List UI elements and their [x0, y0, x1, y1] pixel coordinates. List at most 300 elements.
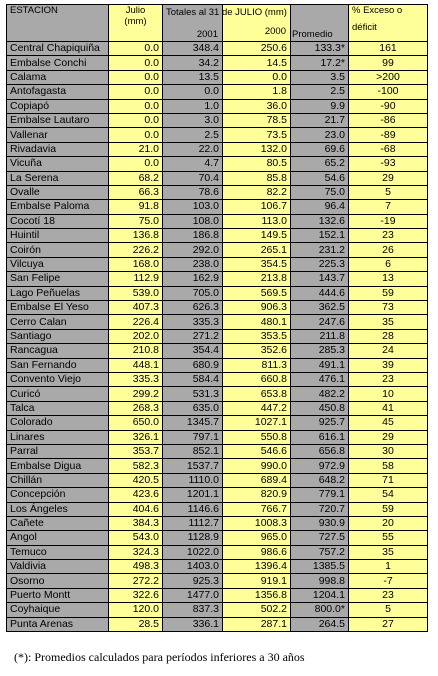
- julio-cell: 498.3: [109, 560, 163, 574]
- y2001-cell: 680.9: [163, 358, 223, 372]
- pct-cell: 99: [349, 56, 428, 70]
- precipitation-table: [6, 4, 428, 632]
- y2000-cell: 132.0: [223, 142, 291, 156]
- station-cell: Coyhaique: [7, 603, 109, 617]
- table-row: [7, 315, 428, 329]
- y2000-cell: 106.7: [223, 200, 291, 214]
- pct-header-line1: % Exceso o: [352, 5, 403, 16]
- y2001-cell: 3.0: [163, 113, 223, 127]
- y2000-cell: 986.6: [223, 545, 291, 559]
- y2001-cell: 186.8: [163, 229, 223, 243]
- promedio-cell: 1385.5: [291, 560, 349, 574]
- y2001-cell: 837.3: [163, 603, 223, 617]
- y2001-cell: 1345.7: [163, 416, 223, 430]
- y2000-cell: 766.7: [223, 502, 291, 516]
- promedio-cell: 17.2*: [291, 56, 349, 70]
- pct-cell: >200: [349, 70, 428, 84]
- promedio-cell: 998.8: [291, 574, 349, 588]
- pct-cell: 58: [349, 459, 428, 473]
- y2001-cell: 70.4: [163, 171, 223, 185]
- table-row: [7, 171, 428, 185]
- station-cell: Colorado: [7, 416, 109, 430]
- table-row: [7, 301, 428, 315]
- promedio-cell: 21.7: [291, 113, 349, 127]
- table-row: [7, 516, 428, 530]
- julio-cell: 112.9: [109, 272, 163, 286]
- y2000-cell: 250.6: [223, 42, 291, 56]
- table-row: [7, 430, 428, 444]
- table-row: [7, 257, 428, 271]
- promedio-cell: 152.1: [291, 229, 349, 243]
- promedio-cell: 972.9: [291, 459, 349, 473]
- promedio-cell: 65.2: [291, 157, 349, 171]
- station-cell: Osorno: [7, 574, 109, 588]
- promedio-cell: 648.2: [291, 473, 349, 487]
- table-row: [7, 85, 428, 99]
- y2001-cell: 1537.7: [163, 459, 223, 473]
- table-row: [7, 185, 428, 199]
- footnote: (*): Promedios calculados para períodos inferiores a 30 años: [14, 650, 305, 664]
- y2000-cell: 354.5: [223, 257, 291, 271]
- table-row: [7, 387, 428, 401]
- pct-cell: -100: [349, 85, 428, 99]
- y2001-cell: 34.2: [163, 56, 223, 70]
- table-row: [7, 358, 428, 372]
- y2000-cell: 1356.8: [223, 588, 291, 602]
- pct-cell: -7: [349, 574, 428, 588]
- station-cell: Embalse Digua: [7, 459, 109, 473]
- pct-cell: 30: [349, 444, 428, 458]
- y2001-cell: 1112.7: [163, 516, 223, 530]
- station-cell: Vicuña: [7, 157, 109, 171]
- julio-cell: 226.2: [109, 243, 163, 257]
- promedio-cell: 133.3*: [291, 42, 349, 56]
- table-row: [7, 473, 428, 487]
- promedio-header: [291, 5, 349, 42]
- station-cell: Embalse El Yeso: [7, 301, 109, 315]
- station-cell: La Serena: [7, 171, 109, 185]
- y2001-cell: 1403.0: [163, 560, 223, 574]
- y2000-cell: 820.9: [223, 488, 291, 502]
- station-cell: Cocotí 18: [7, 214, 109, 228]
- station-cell: Embalse Conchi: [7, 56, 109, 70]
- pct-cell: 20: [349, 516, 428, 530]
- pct-cell: 41: [349, 401, 428, 415]
- table-row: [7, 229, 428, 243]
- table-row: [7, 588, 428, 602]
- y2000-cell: 78.5: [223, 113, 291, 127]
- table-row: [7, 56, 428, 70]
- julio-cell: 75.0: [109, 214, 163, 228]
- pct-cell: 39: [349, 358, 428, 372]
- table-row: [7, 574, 428, 588]
- pct-cell: -90: [349, 99, 428, 113]
- pct-cell: 35: [349, 315, 428, 329]
- station-cell: Vallenar: [7, 128, 109, 142]
- y2000-cell: 1396.4: [223, 560, 291, 574]
- table-row: [7, 344, 428, 358]
- pct-cell: 71: [349, 473, 428, 487]
- promedio-cell: 720.7: [291, 502, 349, 516]
- table-row: [7, 401, 428, 415]
- julio-cell: 404.6: [109, 502, 163, 516]
- station-cell: Central Chapiquiña: [7, 42, 109, 56]
- promedio-cell: 779.1: [291, 488, 349, 502]
- promedio-cell: 925.7: [291, 416, 349, 430]
- julio-cell: 384.3: [109, 516, 163, 530]
- julio-cell: 28.5: [109, 617, 163, 631]
- julio-cell: 650.0: [109, 416, 163, 430]
- y2000-cell: 287.1: [223, 617, 291, 631]
- julio-cell: 268.3: [109, 401, 163, 415]
- pct-cell: 5: [349, 185, 428, 199]
- pct-cell: 45: [349, 416, 428, 430]
- table-row: [7, 142, 428, 156]
- y2000-cell: 149.5: [223, 229, 291, 243]
- julio-cell: 326.1: [109, 430, 163, 444]
- station-cell: Valdivia: [7, 560, 109, 574]
- y2000-cell: 990.0: [223, 459, 291, 473]
- julio-cell: 0.0: [109, 128, 163, 142]
- promedio-cell: 23.0: [291, 128, 349, 142]
- station-cell: Parral: [7, 444, 109, 458]
- julio-cell: 226.4: [109, 315, 163, 329]
- promedio-cell: 75.0: [291, 185, 349, 199]
- y2001-cell: 108.0: [163, 214, 223, 228]
- station-cell: Angol: [7, 531, 109, 545]
- y2000-cell: 352.6: [223, 344, 291, 358]
- promedio-cell: 132.6: [291, 214, 349, 228]
- y2001-cell: 162.9: [163, 272, 223, 286]
- station-cell: Punta Arenas: [7, 617, 109, 631]
- promedio-cell: 757.2: [291, 545, 349, 559]
- table-row: [7, 502, 428, 516]
- station-cell: Curicó: [7, 387, 109, 401]
- y2000-cell: 569.5: [223, 286, 291, 300]
- promedio-cell: 450.8: [291, 401, 349, 415]
- julio-cell: 539.0: [109, 286, 163, 300]
- station-cell: Embalse Paloma: [7, 200, 109, 214]
- y2000-cell: 965.0: [223, 531, 291, 545]
- station-cell: Ovalle: [7, 185, 109, 199]
- julio-cell: 66.3: [109, 185, 163, 199]
- julio-cell: 423.6: [109, 488, 163, 502]
- station-cell: Embalse Lautaro: [7, 113, 109, 127]
- promedio-cell: 3.5: [291, 70, 349, 84]
- table-body: [7, 42, 428, 632]
- promedio-cell: 362.5: [291, 301, 349, 315]
- station-cell: Cañete: [7, 516, 109, 530]
- pct-cell: 6: [349, 257, 428, 271]
- y2000-cell: 502.2: [223, 603, 291, 617]
- promedio-cell: 1204.1: [291, 588, 349, 602]
- station-cell: Antofagasta: [7, 85, 109, 99]
- y2000-cell: 1008.3: [223, 516, 291, 530]
- julio-header-line1: Julio: [125, 5, 146, 16]
- promedio-cell: 54.6: [291, 171, 349, 185]
- y2001-cell: 531.3: [163, 387, 223, 401]
- y2000-cell: 906.3: [223, 301, 291, 315]
- precipitation-table-container: [6, 4, 427, 632]
- pct-cell: 29: [349, 171, 428, 185]
- julio-cell: 324.3: [109, 545, 163, 559]
- pct-cell: -89: [349, 128, 428, 142]
- y2000-cell: 1.8: [223, 85, 291, 99]
- pct-cell: 35: [349, 545, 428, 559]
- station-header-label: ESTACION: [10, 5, 58, 16]
- table-row: [7, 113, 428, 127]
- year-2001-label: 2001: [196, 29, 218, 40]
- station-cell: Rancagua: [7, 344, 109, 358]
- promedio-cell: 616.1: [291, 430, 349, 444]
- y2000-cell: 1027.1: [223, 416, 291, 430]
- julio-cell: 21.0: [109, 142, 163, 156]
- y2001-cell: 705.0: [163, 286, 223, 300]
- promedio-cell: 9.9: [291, 99, 349, 113]
- y2001-cell: 78.6: [163, 185, 223, 199]
- pct-cell: 23: [349, 588, 428, 602]
- station-cell: Chillán: [7, 473, 109, 487]
- y2000-cell: 550.8: [223, 430, 291, 444]
- y2000-cell: 653.8: [223, 387, 291, 401]
- y2001-cell: 292.0: [163, 243, 223, 257]
- table-row: [7, 286, 428, 300]
- pct-cell: 29: [349, 430, 428, 444]
- promedio-cell: 482.2: [291, 387, 349, 401]
- y2001-cell: 238.0: [163, 257, 223, 271]
- station-cell: Cerro Calan: [7, 315, 109, 329]
- station-cell: Vilcuya: [7, 257, 109, 271]
- promedio-cell: 2.5: [291, 85, 349, 99]
- station-cell: Linares: [7, 430, 109, 444]
- totals-caption: Totales al 31 de JULIO (mm): [166, 7, 287, 18]
- station-cell: Convento Viejo: [7, 372, 109, 386]
- julio-cell: 335.3: [109, 372, 163, 386]
- julio-header-line2: (mm): [124, 16, 147, 27]
- y2000-cell: 80.5: [223, 157, 291, 171]
- y2000-cell: 82.2: [223, 185, 291, 199]
- pct-cell: -93: [349, 157, 428, 171]
- y2001-cell: 1110.0: [163, 473, 223, 487]
- julio-cell: 0.0: [109, 56, 163, 70]
- pct-cell: 13: [349, 272, 428, 286]
- table-row: [7, 200, 428, 214]
- y2001-cell: 1022.0: [163, 545, 223, 559]
- promedio-cell: 211.8: [291, 329, 349, 343]
- y2001-cell: 852.1: [163, 444, 223, 458]
- promedio-cell: 285.3: [291, 344, 349, 358]
- y2000-cell: 447.2: [223, 401, 291, 415]
- julio-cell: 407.3: [109, 301, 163, 315]
- pct-cell: 24: [349, 344, 428, 358]
- y2000-cell: 811.3: [223, 358, 291, 372]
- station-cell: Rivadavia: [7, 142, 109, 156]
- y2001-cell: 348.4: [163, 42, 223, 56]
- y2001-cell: 354.4: [163, 344, 223, 358]
- promedio-cell: 930.9: [291, 516, 349, 530]
- table-row: [7, 560, 428, 574]
- y2001-cell: 103.0: [163, 200, 223, 214]
- pct-cell: -19: [349, 214, 428, 228]
- y2000-cell: 113.0: [223, 214, 291, 228]
- y2000-cell: 689.4: [223, 473, 291, 487]
- julio-cell: 0.0: [109, 113, 163, 127]
- y2001-cell: 1146.6: [163, 502, 223, 516]
- promedio-cell: 491.1: [291, 358, 349, 372]
- table-row: [7, 372, 428, 386]
- y2001-cell: 635.0: [163, 401, 223, 415]
- table-row: [7, 157, 428, 171]
- promedio-cell: 69.6: [291, 142, 349, 156]
- table-row: [7, 243, 428, 257]
- y2000-cell: 919.1: [223, 574, 291, 588]
- y2001-cell: 584.4: [163, 372, 223, 386]
- table-row: [7, 459, 428, 473]
- julio-cell: 420.5: [109, 473, 163, 487]
- y2000-cell: 73.5: [223, 128, 291, 142]
- table-row: [7, 128, 428, 142]
- julio-cell: 210.8: [109, 344, 163, 358]
- table-row: [7, 531, 428, 545]
- pct-cell: 54: [349, 488, 428, 502]
- pct-cell: 1: [349, 560, 428, 574]
- y2000-cell: 660.8: [223, 372, 291, 386]
- julio-cell: 322.6: [109, 588, 163, 602]
- pct-cell: -86: [349, 113, 428, 127]
- julio-cell: 582.3: [109, 459, 163, 473]
- julio-cell: 0.0: [109, 70, 163, 84]
- promedio-cell: 656.8: [291, 444, 349, 458]
- y2000-cell: 36.0: [223, 99, 291, 113]
- station-cell: San Fernando: [7, 358, 109, 372]
- pct-cell: 59: [349, 286, 428, 300]
- promedio-label: Promedio: [292, 29, 333, 40]
- table-row: [7, 416, 428, 430]
- promedio-cell: 247.6: [291, 315, 349, 329]
- julio-cell: 299.2: [109, 387, 163, 401]
- pct-cell: 26: [349, 243, 428, 257]
- y2001-cell: 0.0: [163, 85, 223, 99]
- promedio-cell: 800.0*: [291, 603, 349, 617]
- julio-cell: 168.0: [109, 257, 163, 271]
- y2000-cell: 0.0: [223, 70, 291, 84]
- promedio-cell: 96.4: [291, 200, 349, 214]
- station-cell: Concepción: [7, 488, 109, 502]
- y2000-cell: 480.1: [223, 315, 291, 329]
- julio-cell: 272.2: [109, 574, 163, 588]
- station-cell: Puerto Montt: [7, 588, 109, 602]
- y2001-cell: 626.3: [163, 301, 223, 315]
- y2000-cell: 546.6: [223, 444, 291, 458]
- promedio-cell: 264.5: [291, 617, 349, 631]
- pct-cell: 55: [349, 531, 428, 545]
- julio-cell: 0.0: [109, 99, 163, 113]
- y2001-cell: 22.0: [163, 142, 223, 156]
- station-cell: Calama: [7, 70, 109, 84]
- y2001-cell: 925.3: [163, 574, 223, 588]
- y2001-cell: 2.5: [163, 128, 223, 142]
- pct-cell: 161: [349, 42, 428, 56]
- table-row: [7, 70, 428, 84]
- julio-cell: 202.0: [109, 329, 163, 343]
- y2000-cell: 85.8: [223, 171, 291, 185]
- station-cell: Lago Peñuelas: [7, 286, 109, 300]
- pct-cell: 23: [349, 372, 428, 386]
- promedio-cell: 444.6: [291, 286, 349, 300]
- station-cell: Temuco: [7, 545, 109, 559]
- table-row: [7, 214, 428, 228]
- julio-cell: 543.0: [109, 531, 163, 545]
- y2000-cell: 353.5: [223, 329, 291, 343]
- table-row: [7, 99, 428, 113]
- pct-cell: 28: [349, 329, 428, 343]
- station-cell: Coirón: [7, 243, 109, 257]
- table-row: [7, 42, 428, 56]
- y2000-cell: 213.8: [223, 272, 291, 286]
- station-cell: Los Ángeles: [7, 502, 109, 516]
- y2001-cell: 1.0: [163, 99, 223, 113]
- y2001-cell: 13.5: [163, 70, 223, 84]
- header-row: [7, 5, 428, 42]
- julio-cell: 0.0: [109, 85, 163, 99]
- pct-header: [349, 5, 428, 42]
- y2001-cell: 1201.1: [163, 488, 223, 502]
- pct-cell: 23: [349, 229, 428, 243]
- julio-cell: 120.0: [109, 603, 163, 617]
- promedio-cell: 225.3: [291, 257, 349, 271]
- y2001-cell: 797.1: [163, 430, 223, 444]
- y2001-cell: 1477.0: [163, 588, 223, 602]
- station-cell: Copiapó: [7, 99, 109, 113]
- station-header: [7, 5, 109, 42]
- promedio-cell: 476.1: [291, 372, 349, 386]
- station-cell: Talca: [7, 401, 109, 415]
- y2001-cell: 4.7: [163, 157, 223, 171]
- y2001-cell: 1128.9: [163, 531, 223, 545]
- y2001-cell: 336.1: [163, 617, 223, 631]
- julio-cell: 0.0: [109, 42, 163, 56]
- station-cell: San Felipe: [7, 272, 109, 286]
- julio-cell: 353.7: [109, 444, 163, 458]
- pct-cell: -68: [349, 142, 428, 156]
- y2001-cell: 335.3: [163, 315, 223, 329]
- julio-cell: 0.0: [109, 157, 163, 171]
- pct-cell: 5: [349, 603, 428, 617]
- pct-header-line2: déficit: [352, 22, 377, 33]
- pct-cell: 27: [349, 617, 428, 631]
- promedio-cell: 727.5: [291, 531, 349, 545]
- table-row: [7, 545, 428, 559]
- table-row: [7, 272, 428, 286]
- year-2000-label: 2000: [264, 26, 286, 37]
- julio-cell: 68.2: [109, 171, 163, 185]
- promedio-cell: 143.7: [291, 272, 349, 286]
- pct-cell: 7: [349, 200, 428, 214]
- y2001-cell: 271.2: [163, 329, 223, 343]
- table-row: [7, 617, 428, 631]
- table-row: [7, 488, 428, 502]
- promedio-cell: 231.2: [291, 243, 349, 257]
- table-row: [7, 329, 428, 343]
- table-row: [7, 444, 428, 458]
- julio-cell: 136.8: [109, 229, 163, 243]
- pct-cell: 59: [349, 502, 428, 516]
- pct-cell: 10: [349, 387, 428, 401]
- julio-header: [109, 5, 163, 42]
- station-cell: Huintil: [7, 229, 109, 243]
- julio-cell: 448.1: [109, 358, 163, 372]
- station-cell: Santiago: [7, 329, 109, 343]
